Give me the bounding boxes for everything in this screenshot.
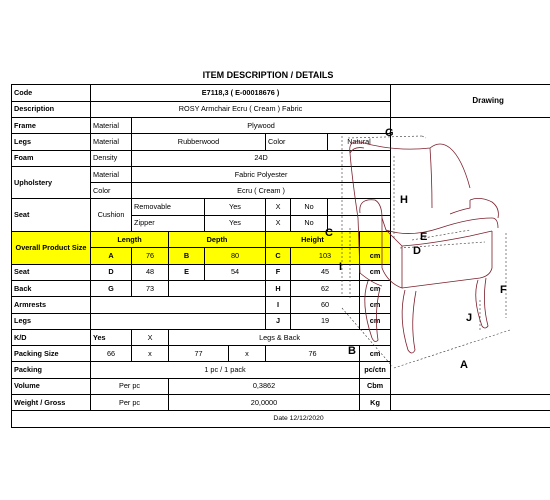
dim-i-letter: I <box>266 297 291 313</box>
dim-j-value: 19 <box>291 313 360 329</box>
description-label: Description <box>12 101 91 118</box>
back-empty <box>169 280 266 296</box>
dim-g-letter: G <box>91 280 132 296</box>
packing-size-v3: 76 <box>266 346 360 362</box>
armchair-outline <box>350 142 499 353</box>
kd-label: K/D <box>12 329 91 345</box>
dim-b-letter: B <box>169 248 205 264</box>
foam-label: Foam <box>12 150 91 166</box>
drawing-label-j: J <box>466 312 473 324</box>
kd-yes: Yes <box>91 329 132 345</box>
legs-sub: Material <box>91 134 132 150</box>
packing-size-x1: x <box>132 346 169 362</box>
zipper-x: X <box>266 215 291 231</box>
removable-x: X <box>266 199 291 215</box>
dim-g-value: 73 <box>132 280 169 296</box>
length-header: Length <box>91 232 169 248</box>
frame-label: Frame <box>12 118 91 134</box>
weight-per: Per pc <box>91 395 169 411</box>
upholstery-label: Upholstery <box>12 166 91 199</box>
code-value: E7118,3 ( E-00018676 ) <box>91 85 391 102</box>
zipper-no: No <box>291 215 328 231</box>
dimension-lines <box>342 136 510 368</box>
dim-d-value: 48 <box>132 264 169 280</box>
drawing-label-a: A <box>460 359 468 370</box>
zipper-yes: Yes <box>205 215 266 231</box>
dim-h-letter: H <box>266 280 291 296</box>
removable-no: No <box>291 199 328 215</box>
sheet-title: ITEM DESCRIPTION / DETAILS <box>202 70 334 80</box>
row-weight <box>12 395 550 411</box>
overall-unit: cm <box>360 248 391 264</box>
dim-f-letter: F <box>266 264 291 280</box>
back-label: Back <box>12 280 91 296</box>
drawing-header: Drawing <box>391 85 550 118</box>
seat-label: Seat <box>12 264 91 280</box>
drawing-label-h: H <box>400 194 408 206</box>
volume-per: Per pc <box>91 378 169 394</box>
packing-size-x2: x <box>229 346 266 362</box>
drawing-label-f: F <box>500 284 507 296</box>
packing-value: 1 pc / 1 pack <box>91 362 360 378</box>
date-footer: Date 12/12/2020 <box>12 411 550 427</box>
drawing-labels <box>325 127 507 370</box>
dim-e-value: 54 <box>205 264 266 280</box>
drawing-label-e: E <box>420 231 428 243</box>
row-code <box>12 85 550 102</box>
foam-value: 24D <box>132 150 391 166</box>
drawing-label-b: B <box>348 345 356 357</box>
packing-size-label: Packing Size <box>12 346 91 362</box>
cushion-label: Cushion <box>91 199 132 232</box>
seat-cushion-label: Seat <box>12 199 91 232</box>
legs-dim-unit: cm <box>360 313 391 329</box>
armrests-label: Armrests <box>12 297 91 313</box>
upholstery-material-label: Material <box>91 166 132 182</box>
dim-c-letter: C <box>266 248 291 264</box>
legs-color-value: Natural <box>328 134 391 150</box>
dim-d-letter: D <box>91 264 132 280</box>
legs-dim-empty <box>91 313 266 329</box>
armchair-drawing <box>320 118 525 370</box>
dim-i-value: 60 <box>291 297 360 313</box>
removable-label: Removable <box>132 199 205 215</box>
zipper-label: Zipper <box>132 215 205 231</box>
packing-unit: pc/ctn <box>360 362 391 378</box>
frame-sub: Material <box>91 118 132 134</box>
seat-unit: cm <box>360 264 391 280</box>
foam-sub: Density <box>91 150 132 166</box>
legs-label: Legs <box>12 134 91 150</box>
weight-unit: Kg <box>360 395 391 411</box>
row-date <box>12 411 550 427</box>
frame-value: Plywood <box>132 118 391 134</box>
code-label: Code <box>12 85 91 102</box>
dim-c-value: 103 <box>291 248 360 264</box>
volume-value: 0,3862 <box>169 378 360 394</box>
dim-b-value: 80 <box>205 248 266 264</box>
packing-size-unit: cm <box>360 346 391 362</box>
volume-unit: Cbm <box>360 378 391 394</box>
dim-a-value: 76 <box>132 248 169 264</box>
weight-value: 20,0000 <box>169 395 360 411</box>
dim-h-value: 62 <box>291 280 360 296</box>
height-header: Height <box>266 232 360 248</box>
dim-e-letter: E <box>169 264 205 280</box>
packing-size-v2: 77 <box>169 346 229 362</box>
packing-size-v1: 66 <box>91 346 132 362</box>
upholstery-material-value: Fabric Polyester <box>132 166 391 182</box>
drawing-label-i: I <box>339 261 343 273</box>
packing-label: Packing <box>12 362 91 378</box>
removable-yes: Yes <box>205 199 266 215</box>
dim-a-letter: A <box>91 248 132 264</box>
legs-value: Rubberwood <box>132 134 266 150</box>
weight-label: Weight / Gross <box>12 395 91 411</box>
drawing-label-c: C <box>325 227 333 239</box>
dim-f-value: 45 <box>291 264 360 280</box>
armrests-empty <box>91 297 266 313</box>
legs-color-label: Color <box>266 134 328 150</box>
drawing-label-d: D <box>413 245 421 257</box>
volume-label: Volume <box>12 378 91 394</box>
kd-value: Legs & Back <box>169 329 391 345</box>
upholstery-color-value: Ecru ( Cream ) <box>132 183 391 199</box>
upholstery-color-label: Color <box>91 183 132 199</box>
armrests-unit: cm <box>360 297 391 313</box>
dim-j-letter: J <box>266 313 291 329</box>
description-value: ROSY Armchair Ecru ( Cream ) Fabric <box>91 101 391 118</box>
back-unit: cm <box>360 280 391 296</box>
overall-size-label: Overall Product Size <box>12 232 91 265</box>
kd-x: X <box>132 329 169 345</box>
legs-dim-label: Legs <box>12 313 91 329</box>
depth-header: Depth <box>169 232 266 248</box>
drawing-label-g: G <box>385 127 394 139</box>
